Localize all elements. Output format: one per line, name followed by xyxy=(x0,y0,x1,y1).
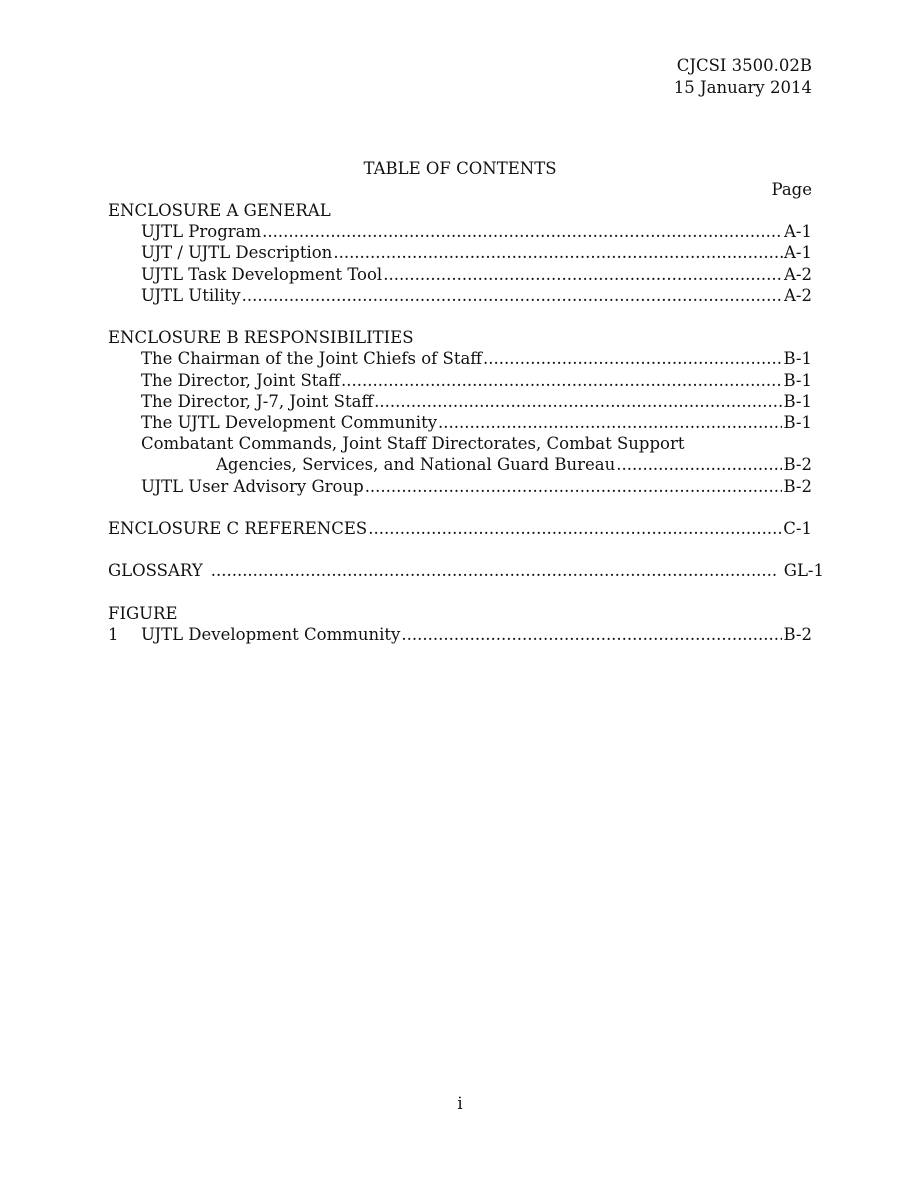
toc-entry-ujtl-program[interactable] xyxy=(108,221,812,242)
toc-entry-combatant-commands-cont[interactable] xyxy=(108,454,812,475)
dot-leader xyxy=(333,242,783,263)
dot-leader xyxy=(374,391,782,412)
toc-title: TABLE OF CONTENTS xyxy=(363,159,557,178)
enclosure-a-heading xyxy=(108,200,812,221)
toc-entry-label: UJTL Development Community xyxy=(141,625,401,644)
dot-leader xyxy=(341,370,782,391)
toc-entry-page: B-2 xyxy=(783,625,812,644)
toc-entry-label: UJTL Task Development Tool xyxy=(141,264,383,284)
document-date: 15 January 2014 xyxy=(673,78,812,97)
figures-heading xyxy=(108,603,812,624)
dot-leader xyxy=(383,264,783,285)
toc-entry-director-joint-staff[interactable] xyxy=(108,370,812,391)
toc-entry-label: The Chairman of the Joint Chiefs of Staff xyxy=(141,349,483,369)
dot-leader xyxy=(242,285,783,306)
toc-entry-label: The Director, Joint Staff xyxy=(141,370,340,390)
document-id: CJCSI 3500.02B xyxy=(676,56,812,75)
toc-entry-label: UJT / UJTL Description xyxy=(141,243,333,263)
toc-entry-ujtl-utility[interactable] xyxy=(108,285,812,306)
dot-leader xyxy=(368,518,782,539)
toc-entry-label: The Director, J-7, Joint Staff xyxy=(141,391,374,411)
toc-entry-label: Combatant Commands, Joint Staff Directorates, Combat Support xyxy=(141,434,685,454)
toc-entry-page: B-1 xyxy=(783,391,812,411)
toc-entry-label: UJTL Program xyxy=(141,222,262,242)
enclosure-a-title: ENCLOSURE A GENERAL xyxy=(108,201,331,220)
dot-leader xyxy=(483,348,782,369)
enclosure-c-title: ENCLOSURE C REFERENCES xyxy=(108,519,368,539)
toc-entry-combatant-commands[interactable] xyxy=(108,433,812,454)
table-of-contents xyxy=(108,200,824,645)
toc-entry-user-advisory-group[interactable] xyxy=(108,476,812,497)
toc-entry-page: GL-1 xyxy=(783,561,824,581)
figures-title: FIGURE xyxy=(108,603,178,623)
toc-entry-development-community[interactable] xyxy=(108,412,812,433)
toc-entry-page: B-1 xyxy=(783,370,812,390)
toc-entry-task-development-tool[interactable] xyxy=(108,264,812,285)
toc-entry-page: B-2 xyxy=(783,455,812,475)
toc-entry-page: A-2 xyxy=(784,285,812,305)
enclosure-b-title: ENCLOSURE B RESPONSIBILITIES xyxy=(108,328,414,348)
dot-leader xyxy=(262,221,783,242)
toc-entry-label: The UJTL Development Community xyxy=(141,413,438,433)
dot-leader xyxy=(438,412,782,433)
toc-entry-glossary[interactable] xyxy=(108,560,824,581)
toc-entry-page: B-2 xyxy=(783,476,812,496)
toc-entry-figure-1[interactable] xyxy=(108,624,812,645)
dot-leader xyxy=(211,560,778,581)
toc-entry-label: UJTL User Advisory Group xyxy=(141,476,364,496)
figure-number: 1 xyxy=(108,625,119,644)
dot-leader xyxy=(365,476,783,497)
toc-entry-page: C-1 xyxy=(783,519,812,539)
toc-entry-director-j7[interactable] xyxy=(108,391,812,412)
document-header xyxy=(674,55,812,99)
toc-entry-page: B-1 xyxy=(783,413,812,433)
toc-entry-page: B-1 xyxy=(783,349,812,369)
dot-leader xyxy=(401,624,782,645)
toc-entry-label: UJTL Utility xyxy=(141,285,241,305)
enclosure-b-heading xyxy=(108,327,812,348)
glossary-title: GLOSSARY xyxy=(108,561,203,581)
toc-entry-chairman[interactable] xyxy=(108,348,812,369)
toc-entry-page: A-1 xyxy=(784,243,812,263)
page-number: i xyxy=(457,1094,463,1113)
page-column-label: Page xyxy=(771,180,812,199)
toc-entry-references[interactable] xyxy=(108,518,812,539)
toc-entry-page: A-1 xyxy=(784,222,812,242)
toc-entry-label-continued: Agencies, Services, and National Guard Bureau xyxy=(216,455,616,475)
dot-leader xyxy=(616,454,782,475)
toc-entry-ujt-description[interactable] xyxy=(108,242,812,263)
toc-entry-page: A-2 xyxy=(784,264,812,284)
